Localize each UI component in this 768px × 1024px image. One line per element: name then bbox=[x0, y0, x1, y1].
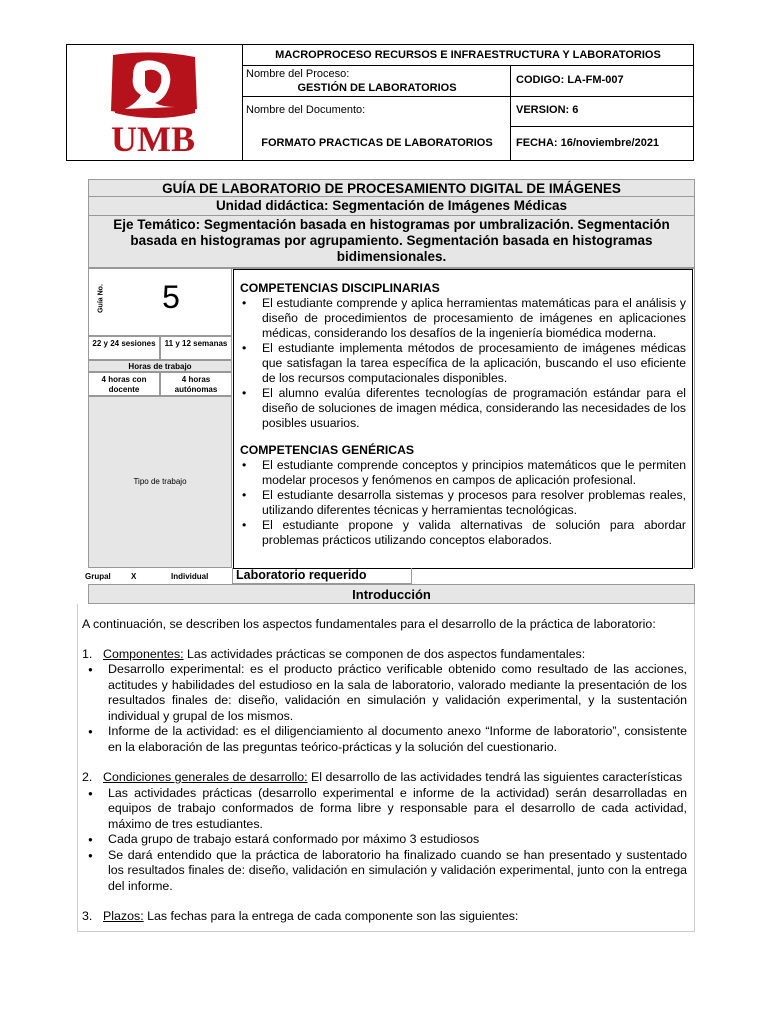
header-row-documento bbox=[243, 97, 693, 160]
list-item: • El estudiante implementa métodos de procesamiento de imágenes médicas que satisfagan la tarea específica de la aplicación, buscando el uso eficiente de los recursos computacionales disponibles. bbox=[240, 341, 686, 386]
guia-number-cell bbox=[88, 268, 232, 336]
grupal-mark: X bbox=[131, 572, 137, 581]
proceso-value: GESTIÓN DE LABORATORIOS bbox=[297, 82, 457, 94]
svg-text:UMB: UMB bbox=[111, 119, 195, 157]
semanas-cell: 11 y 12 semanas bbox=[160, 336, 232, 360]
disc-list bbox=[240, 296, 686, 431]
list-item: • El estudiante propone y valida alternativas de solución para abordar problemas prácticos utilizando conceptos elaborados. bbox=[240, 518, 686, 548]
list-item: • El alumno evalúa diferentes tecnologías de programación estándar para el diseño de soluciones de imagen médica, considerando las necesidades de los posibles usuarios. bbox=[240, 386, 686, 431]
intro-lead: A continuación, se describen los aspectos fundamentales para el desarrollo de la práctica de laboratorio: bbox=[82, 617, 656, 631]
list-item: ● Cada grupo de trabajo estará conformado por máximo 3 estudiosos bbox=[82, 832, 687, 848]
documento-value: FORMATO PRACTICAS DE LABORATORIOS bbox=[261, 137, 493, 149]
header-row-proceso bbox=[243, 66, 693, 97]
codigo-cell bbox=[511, 66, 693, 96]
umb-logo bbox=[85, 49, 221, 157]
section-label: Plazos: bbox=[103, 909, 144, 923]
guide-details bbox=[88, 268, 695, 568]
section-number: 2. bbox=[82, 770, 93, 784]
intro-body bbox=[77, 604, 695, 932]
tipo-trabajo-label: Tipo de trabajo bbox=[133, 477, 187, 486]
guide-title: GUÍA DE LABORATORIO DE PROCESAMIENTO DIGITAL DE IMÁGENES bbox=[88, 179, 695, 197]
guide-axis: Eje Temático: Segmentación basada en histogramas por umbralización. Segmentación basada en histogramas por agrupamiento. Segmentación basada en histogramas bidimensionales. bbox=[88, 216, 695, 268]
guia-label: Guía No. bbox=[97, 284, 105, 313]
tipo-trabajo-cell bbox=[88, 396, 232, 568]
documento-cell bbox=[243, 97, 511, 160]
work-type-row bbox=[85, 568, 695, 584]
version-box bbox=[511, 97, 693, 127]
section-text: El desarrollo de las actividades tendrá las siguientes características bbox=[307, 770, 683, 784]
document-header bbox=[66, 44, 694, 161]
competencias-column bbox=[232, 268, 695, 568]
section-label: Componentes: bbox=[103, 646, 184, 661]
guide-info-column bbox=[88, 268, 232, 568]
umb-logo-icon bbox=[85, 49, 221, 157]
horas-label: Horas de trabajo bbox=[88, 360, 232, 372]
proceso-label: Nombre del Proceso: bbox=[246, 68, 350, 80]
list-item: ● Informe de la actividad: es el diligenciamiento al documento anexo “Informe de laboratorio”, consistente en la elaboración de las preguntas teórico-prácticas y la solución del cuestionario. bbox=[82, 724, 687, 755]
section-number: 3. bbox=[82, 909, 93, 923]
section-number: 1. bbox=[82, 646, 93, 661]
section-text: Las fechas para la entrega de cada componente son las siguientes: bbox=[143, 909, 519, 923]
horas-autonomas: 4 horas autónomas bbox=[160, 372, 232, 396]
list-item: • El estudiante desarrolla sistemas y procesos para resolver problemas reales, utilizando diferentes técnicas y herramientas tecnológicas. bbox=[240, 488, 686, 518]
horas-docente: 4 horas con docente bbox=[88, 372, 160, 396]
fecha-value: FECHA: 16/noviembre/2021 bbox=[516, 137, 660, 149]
documento-label: Nombre del Documento: bbox=[246, 104, 366, 116]
lab-requerido-label: Laboratorio requerido bbox=[236, 568, 367, 582]
codigo-value: CODIGO: LA-FM-007 bbox=[516, 74, 624, 86]
section-condiciones bbox=[82, 770, 687, 894]
section-text: Las actividades prácticas se componen de dos aspectos fundamentales: bbox=[183, 646, 586, 661]
version-fecha-cell bbox=[511, 97, 693, 160]
sesiones-cell: 22 y 24 sesiones bbox=[88, 336, 160, 360]
disc-title: COMPETENCIAS DISCIPLINARIAS bbox=[240, 281, 440, 295]
grupal-label: Grupal bbox=[85, 572, 111, 581]
individual-label: Individual bbox=[171, 572, 209, 581]
list-item: ● Se dará entendido que la práctica de laboratorio ha finalizado cuando se han presentado y sustentado los resultados finales de: diseño, validación en simulación y validación experimental, junto con la entrega del informe. bbox=[82, 848, 687, 895]
macroproceso-title: MACROPROCESO RECURSOS E INFRAESTRUCTURA Y LABORATORIOS bbox=[275, 49, 661, 61]
guia-number: 5 bbox=[162, 279, 180, 315]
gen-list bbox=[240, 458, 686, 548]
section-label: Condiciones generales de desarrollo: bbox=[103, 770, 308, 784]
list-item: • El estudiante comprende conceptos y principios matemáticos que le permiten modelar procesos y fenómenos en campos de aplicación profesional. bbox=[240, 458, 686, 488]
proceso-cell bbox=[243, 66, 511, 96]
section-componentes bbox=[82, 647, 687, 756]
version-value: VERSION: 6 bbox=[516, 104, 579, 116]
list-item: • El estudiante comprende y aplica herramientas matemáticas para el análisis y diseño de procedimientos de procesamiento de imágenes en aplicaciones médicas, considerando los desafíos de la ingeniería biomédica moderna. bbox=[240, 296, 686, 341]
guide-title-block bbox=[88, 179, 695, 268]
guide-unit: Unidad didáctica: Segmentación de Imágenes Médicas bbox=[88, 197, 695, 216]
competencias-box bbox=[233, 269, 693, 569]
list-item: ● Desarrollo experimental: es el producto práctico verificable obtenido como resultado de las acciones, actitudes y habilidades del estudioso en la sala de laboratorio, valorado mediante la presentación de los resultados finales de: diseño, validación en simulación y validación experimental, y la sustentación individual y grupal de los mismos. bbox=[82, 662, 687, 724]
section-plazos bbox=[82, 909, 687, 925]
header-row-macroproceso bbox=[243, 45, 693, 66]
gen-title: COMPETENCIAS GENÉRICAS bbox=[240, 443, 415, 457]
list-item: ● Las actividades prácticas (desarrollo experimental e informe de la actividad) serán desarrolladas en equipos de trabajo conformados de forma libre y responsable para el desarrollo de cada actividad, máximo de tres estudiantes. bbox=[82, 786, 687, 833]
intro-title: Introducción bbox=[88, 584, 695, 604]
logo-cell bbox=[67, 45, 243, 160]
